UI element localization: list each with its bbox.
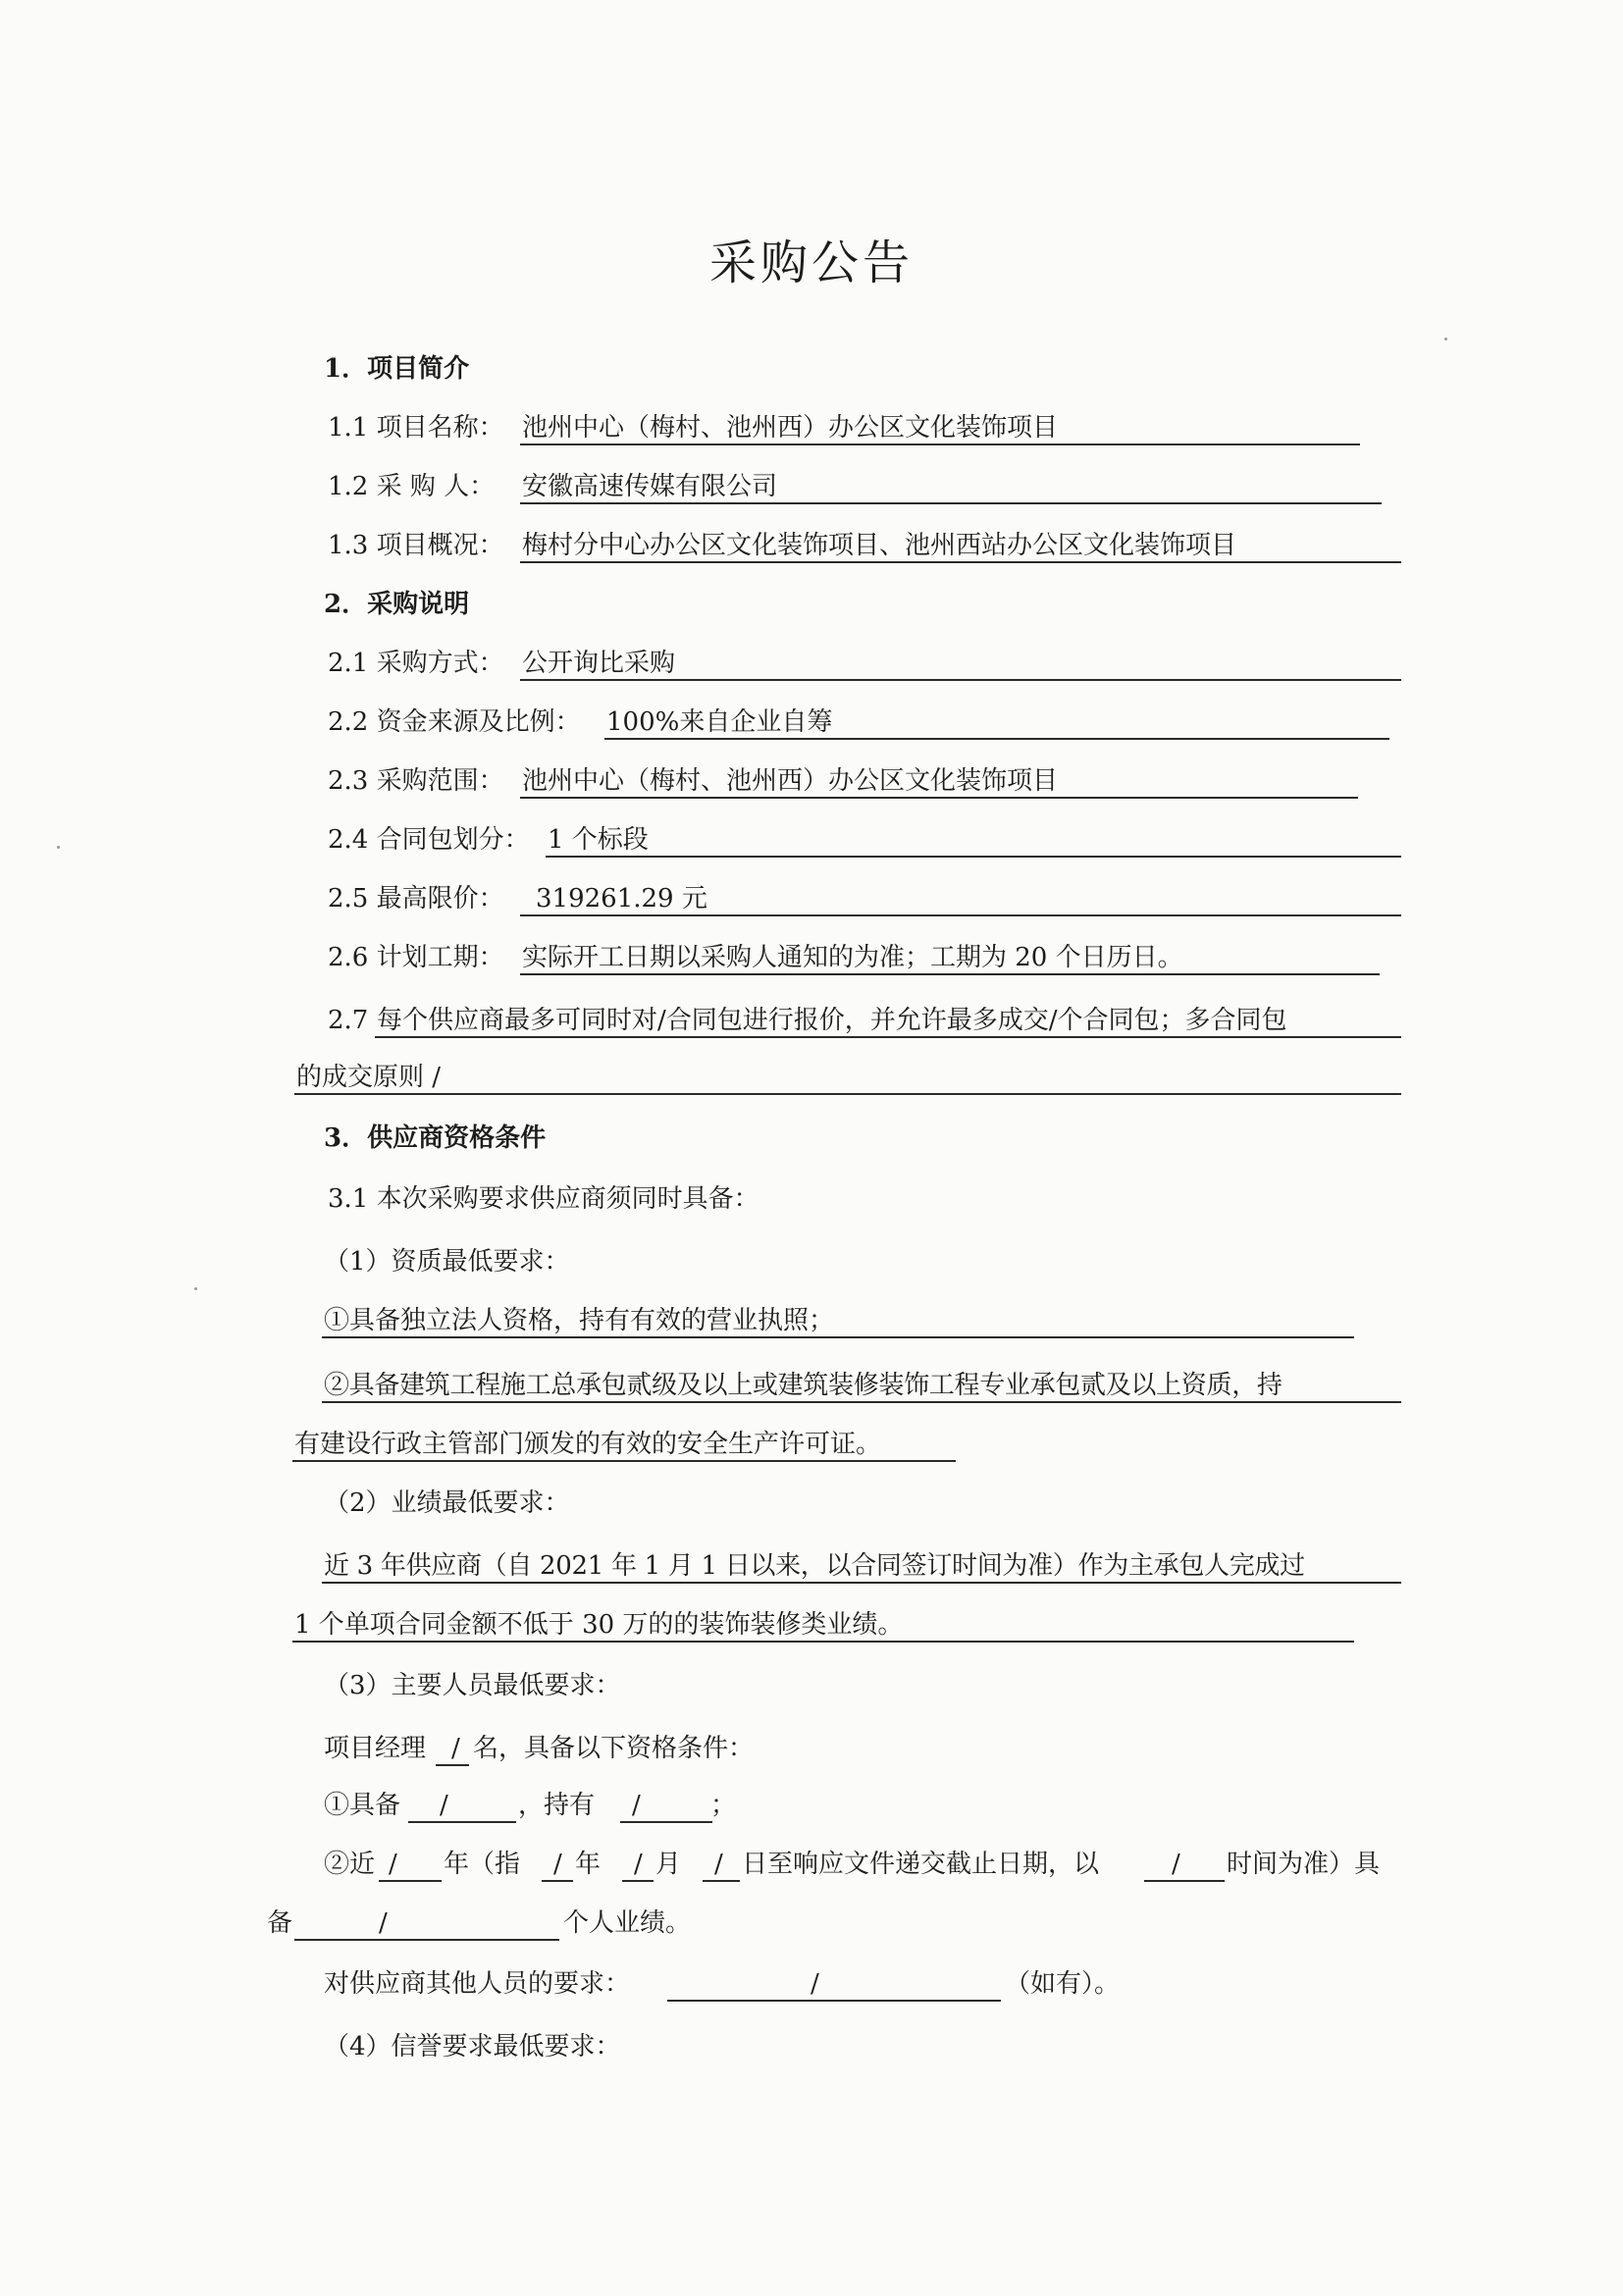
item-1-3-value: 梅村分中心办公区文化装饰项目、池州西站办公区文化装饰项目 [522, 531, 1237, 560]
req2-blank-5: / [1172, 1850, 1180, 1879]
item-2-7-text: 每个供应商最多可同时对/合同包进行报价，并允许最多成交/个合同包；多合同包 [377, 1006, 1287, 1035]
qualification-item-1-underline [322, 1336, 1354, 1338]
req2-blank-3: / [634, 1850, 643, 1879]
qualification-heading: （1）资质最低要求： [324, 1247, 570, 1277]
req2-cont-blank: / [379, 1908, 388, 1938]
pm-prefix: 项目经理 [324, 1734, 427, 1763]
req1-blank-2-underline [620, 1821, 712, 1823]
item-1-2-label: 1.2 采 购 人： [328, 472, 496, 501]
item-1-1-value: 池州中心（梅村、池州西）办公区文化装饰项目 [522, 413, 1059, 443]
req2-text-2: 年 [575, 1850, 602, 1879]
qualification-item-2-continuation: 有建设行政主管部门颁发的有效的安全生产许可证。 [294, 1430, 882, 1459]
performance-cont-underline [292, 1641, 1354, 1643]
item-2-2-label: 2.2 资金来源及比例： [328, 707, 581, 737]
pm-suffix: 名，具备以下资格条件： [473, 1734, 755, 1763]
item-2-4-value: 1 个标段 [548, 825, 649, 855]
scan-speck [57, 846, 60, 849]
section-3-heading: 3．供应商资格条件 [324, 1123, 547, 1153]
req2-blank-5-underline [1144, 1880, 1225, 1882]
item-2-1-value: 公开询比采购 [522, 649, 676, 678]
item-1-2-value: 安徽高速传媒有限公司 [522, 472, 778, 501]
req1-middle: ，持有 [518, 1791, 596, 1820]
pm-blank-underline [436, 1764, 469, 1766]
req2-blank-4-underline [703, 1880, 740, 1882]
item-2-1-label: 2.1 采购方式： [328, 649, 504, 678]
req1-blank-1-underline [408, 1821, 516, 1823]
req2-text-5: 时间为准）具 [1227, 1850, 1381, 1879]
item-2-7-prefix: 2.7 [328, 1006, 369, 1035]
item-2-3-underline [520, 797, 1358, 799]
item-2-5-value: 319261.29 元 [536, 884, 707, 913]
item-2-2-value: 100%来自企业自筹 [606, 707, 833, 737]
other-personnel-suffix: （如有）。 [1005, 1969, 1121, 1999]
performance-text: 近 3 年供应商（自 2021 年 1 月 1 日以来，以合同签订时间为准）作为主承包人完成过 [324, 1551, 1305, 1581]
page-title: 采购公告 [708, 235, 914, 290]
section-2-heading: 2．采购说明 [324, 590, 470, 619]
req1-prefix: ①具备 [324, 1791, 401, 1820]
section-1-heading: 1．项目简介 [324, 354, 470, 384]
item-2-1-underline [520, 679, 1401, 681]
item-2-3-label: 2.3 采购范围： [328, 766, 504, 796]
req2-blank-2: / [553, 1850, 562, 1879]
item-1-1-label: 1.1 项目名称： [328, 413, 504, 443]
other-personnel-blank-underline [667, 2000, 1001, 2002]
credit-heading: （4）信誉要求最低要求： [324, 2032, 621, 2061]
item-1-3-label: 1.3 项目概况： [328, 531, 504, 560]
req1-blank-1: / [440, 1791, 448, 1820]
req2-blank-2-underline [542, 1880, 573, 1882]
req2-cont-blank-underline [294, 1939, 559, 1941]
qualification-item-2-underline [322, 1401, 1401, 1403]
item-2-4-label: 2.4 合同包划分： [328, 825, 530, 855]
req1-suffix: ； [710, 1791, 737, 1820]
req2-blank-1-underline [379, 1880, 442, 1882]
qualification-item-2-cont-underline [292, 1460, 956, 1462]
scan-speck [1444, 338, 1447, 340]
req2-prefix: ②近 [324, 1850, 376, 1879]
item-2-2-underline [604, 738, 1389, 740]
performance-continuation: 1 个单项合同金额不低于 30 万的的装饰装修类业绩。 [294, 1610, 904, 1640]
scan-speck [194, 1287, 197, 1290]
item-2-3-value: 池州中心（梅村、池州西）办公区文化装饰项目 [522, 766, 1059, 796]
item-2-7-cont-underline [294, 1093, 1401, 1095]
item-2-5-underline [520, 914, 1401, 916]
item-1-2-underline [520, 502, 1382, 504]
other-personnel-label: 对供应商其他人员的要求： [324, 1969, 631, 1999]
pm-blank: / [451, 1734, 460, 1763]
req2-blank-1: / [389, 1850, 397, 1879]
req2-blank-3-underline [622, 1880, 654, 1882]
personnel-heading: （3）主要人员最低要求： [324, 1671, 621, 1700]
req1-blank-2: / [632, 1791, 641, 1820]
performance-heading: （2）业绩最低要求： [324, 1488, 570, 1518]
qualification-item-2: ②具备建筑工程施工总承包贰级及以上或建筑装修装饰工程专业承包贰及以上资质，持 [324, 1371, 1283, 1400]
req2-blank-4: / [714, 1850, 723, 1879]
req2-text-1: 年（指 [444, 1850, 521, 1879]
req2-cont-prefix: 备 [267, 1908, 293, 1938]
item-2-6-label: 2.6 计划工期： [328, 943, 504, 972]
item-1-3-underline [520, 561, 1401, 563]
item-2-7-continuation: 的成交原则 / [296, 1063, 442, 1092]
req2-text-4: 日至响应文件递交截止日期，以 [742, 1850, 1100, 1879]
item-2-5-label: 2.5 最高限价： [328, 884, 504, 913]
item-2-7-underline [375, 1036, 1401, 1038]
req2-cont-suffix: 个人业绩。 [563, 1908, 692, 1938]
performance-underline [322, 1582, 1401, 1584]
item-2-6-underline [520, 973, 1380, 975]
item-2-4-underline [546, 856, 1401, 858]
item-2-6-value: 实际开工日期以采购人通知的为准；工期为 20 个日历日。 [522, 943, 1183, 972]
item-3-1: 3.1 本次采购要求供应商须同时具备： [328, 1184, 759, 1214]
qualification-item-1: ①具备独立法人资格，持有有效的营业执照； [324, 1306, 835, 1335]
item-1-1-underline [520, 444, 1360, 445]
other-personnel-blank: / [811, 1969, 819, 1999]
req2-text-3: 月 [655, 1850, 682, 1879]
